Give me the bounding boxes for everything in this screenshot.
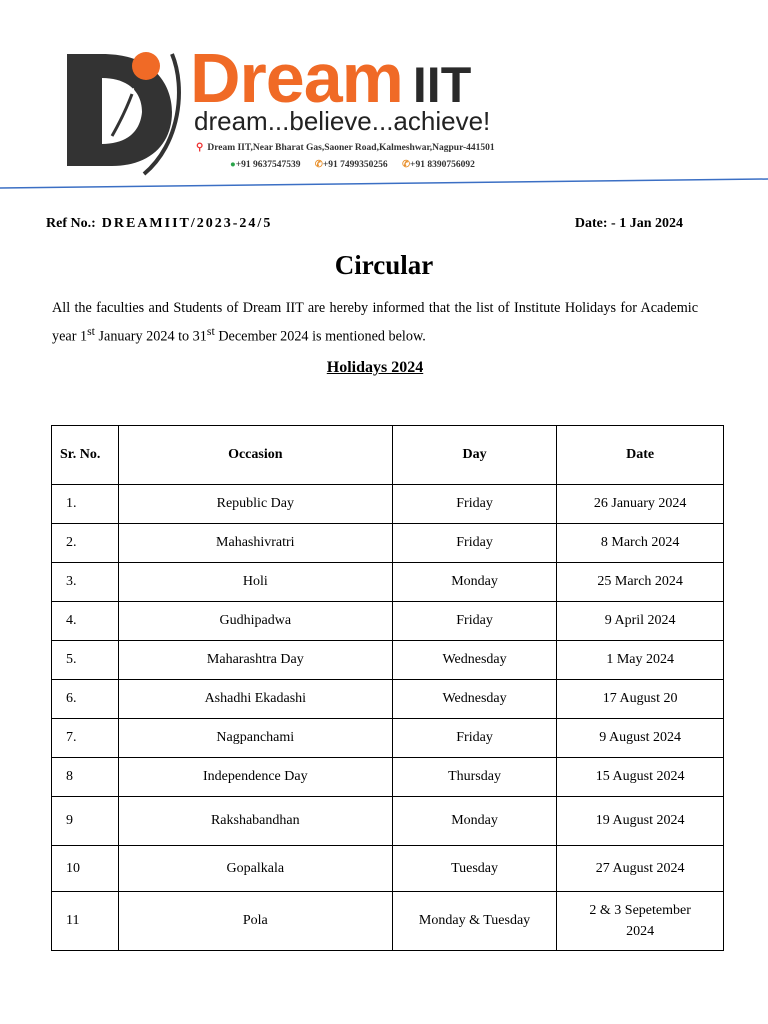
letterhead	[0, 0, 768, 195]
cell-occasion: Independence Day	[118, 758, 392, 797]
intro-text: All the faculties and Students of Dream IIT are hereby informed that the list of Institute Holidays for Academic year 1	[52, 300, 698, 345]
phone-icon: ✆	[314, 160, 323, 170]
cell-sr: 3.	[52, 563, 119, 602]
cell-date: 25 March 2024	[557, 563, 724, 602]
intro-text: January 2024 to 31	[94, 328, 207, 345]
cell-occasion: Ashadhi Ekadashi	[118, 680, 392, 719]
cell-occasion: Mahashivratri	[118, 524, 392, 563]
cell-occasion: Gudhipadwa	[118, 602, 392, 641]
cell-day: Wednesday	[392, 641, 557, 680]
brand-suffix: IIT	[412, 57, 472, 113]
cell-day: Friday	[392, 602, 557, 641]
cell-day: Monday	[392, 563, 557, 602]
intro-sup: st	[206, 324, 215, 338]
cell-day: Thursday	[392, 758, 557, 797]
table-row	[52, 680, 724, 719]
ref-label: Ref No.:	[46, 216, 96, 231]
cell-date: 15 August 2024	[557, 758, 724, 797]
ref-value: DREAMIIT/2023-24/5	[101, 216, 273, 231]
phone-icon: ✆	[402, 160, 411, 170]
phone-number: +91 8390756092	[410, 160, 475, 170]
cell-date: 9 April 2024	[557, 602, 724, 641]
cell-sr: 1.	[52, 485, 119, 524]
cell-occasion: Nagpanchami	[118, 719, 392, 758]
cell-day: Monday	[392, 797, 557, 846]
cell-occasion: Holi	[118, 563, 392, 602]
page-title: Circular	[334, 250, 434, 280]
cell-sr: 9	[52, 797, 119, 846]
address	[196, 142, 495, 153]
cell-date: 27 August 2024	[557, 846, 724, 892]
address-text: Dream IIT,Near Bharat Gas,Saoner Road,Kalmeshwar,Nagpur-441501	[207, 143, 495, 153]
table-row	[52, 797, 724, 846]
cell-occasion: Maharashtra Day	[118, 641, 392, 680]
table-row	[52, 602, 724, 641]
phone-call-1	[315, 160, 388, 170]
phone-numbers	[230, 159, 487, 170]
cell-date: 26 January 2024	[557, 485, 724, 524]
cell-occasion: Rakshabandhan	[118, 797, 392, 846]
column-header-occasion: Occasion	[118, 426, 392, 485]
column-header-sr: Sr. No.	[52, 426, 119, 485]
cell-occasion: Pola	[118, 892, 392, 951]
header-divider	[0, 178, 768, 192]
table-row	[52, 758, 724, 797]
cell-date: 17 August 20	[557, 680, 724, 719]
cell-sr: 4.	[52, 602, 119, 641]
tagline: dream...believe...achieve!	[194, 106, 491, 136]
table-row	[52, 719, 724, 758]
cell-date: 1 May 2024	[557, 641, 724, 680]
table-row	[52, 892, 724, 951]
table-row	[52, 524, 724, 563]
cell-sr: 11	[52, 892, 119, 951]
column-header-day: Day	[392, 426, 557, 485]
cell-occasion: Gopalkala	[118, 846, 392, 892]
phone-number: +91 9637547539	[235, 160, 301, 170]
cell-sr: 5.	[52, 641, 119, 680]
cell-day: Friday	[392, 719, 557, 758]
cell-occasion: Republic Day	[118, 485, 392, 524]
holiday-table	[51, 425, 724, 951]
table-header-row	[52, 426, 724, 485]
cell-date: 2 & 3 Sepetember 2024	[557, 892, 724, 951]
phone-whatsapp	[230, 160, 301, 170]
dream-iit-logo-icon	[62, 48, 184, 176]
cell-day: Wednesday	[392, 680, 557, 719]
column-header-date: Date	[557, 426, 724, 485]
intro-sup: st	[87, 324, 95, 338]
cell-day: Tuesday	[392, 846, 557, 892]
cell-date: 19 August 2024	[557, 797, 724, 846]
phone-call-2	[402, 160, 475, 170]
cell-day: Friday	[392, 524, 557, 563]
table-row	[52, 641, 724, 680]
reference-number	[46, 216, 272, 232]
circular-date: Date: - 1 Jan 2024	[574, 216, 683, 231]
intro-text: December 2024 is mentioned below.	[214, 328, 426, 345]
whatsapp-icon: ●	[230, 160, 236, 170]
section-heading: Holidays 2024	[326, 359, 424, 376]
cell-sr: 7.	[52, 719, 119, 758]
table-row	[52, 846, 724, 892]
cell-sr: 10	[52, 846, 119, 892]
cell-sr: 2.	[52, 524, 119, 563]
table-row	[52, 485, 724, 524]
phone-number: +91 7499350256	[322, 160, 388, 170]
cell-sr: 6.	[52, 680, 119, 719]
cell-date: 8 March 2024	[557, 524, 724, 563]
cell-day: Monday & Tuesday	[392, 892, 557, 951]
cell-date: 9 August 2024	[557, 719, 724, 758]
cell-sr: 8	[52, 758, 119, 797]
intro-paragraph	[52, 297, 698, 349]
brand-main: Dream	[190, 39, 403, 117]
table-row	[52, 563, 724, 602]
location-pin-icon: ⚲	[196, 142, 204, 153]
cell-day: Friday	[392, 485, 557, 524]
